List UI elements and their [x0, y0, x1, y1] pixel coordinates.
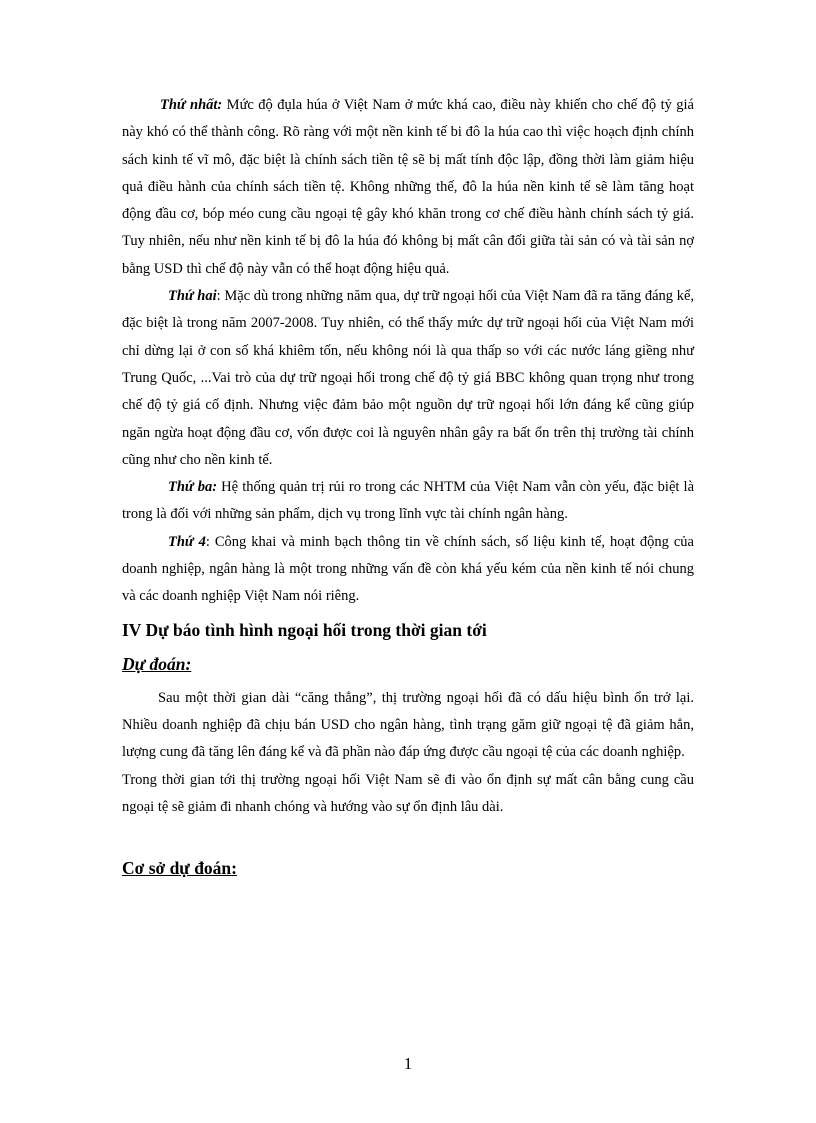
paragraph-text: : Công khai và minh bạch thông tin về chính sách, số liệu kinh tế, hoạt động của doanh nghiệp, ngân hàng là một trong những vấn đề còn khá yếu kém của nền kinh tế nói chung và các doanh nghiệp Việt Nam nói riêng.	[122, 533, 694, 605]
basis-colon: :	[231, 858, 237, 879]
paragraph-third	[122, 474, 694, 529]
paragraph-lead: Thứ nhất:	[160, 97, 223, 113]
paragraph-lead: Thứ hai	[168, 288, 217, 305]
paragraph-lead: Thứ 4	[168, 533, 206, 550]
paragraph-text: Hệ thống quản trị rủi ro trong các NHTM của Việt Nam vẫn còn yếu, đặc biệt là trong là đối với những sản phẩm, dịch vụ trong lĩnh vực tài chính ngân hàng.	[122, 479, 694, 523]
forecast-colon: :	[185, 653, 192, 674]
paragraph-second	[122, 283, 694, 474]
forecast-subheading	[122, 649, 694, 679]
basis-label: Cơ sở dự đoán	[122, 858, 232, 879]
paragraph-text: Mức độ đụla húa ở Việt Nam ở mức khá cao, điều này khiến cho chế độ tỷ giá này khó có thể thành công. Rõ ràng với một nền kinh tế bi đô la húa cao thì việc hoạch định chính sách kinh tế vĩ mô, đặc biệt là chính sách tiền tệ sẽ bị mất tính độc lập, đồng thời làm giảm hiệu quả điều hành của chính sách tiền tệ. Không những thế, đô la húa nền kinh tế sẽ làm tăng hoạt động đầu cơ, bóp méo cung cầu ngoại tệ gây khó khăn trong cơ chế điều hành chính sách tỷ giá. Tuy nhiên, nếu như nền kinh tế bị đô la húa đó không bị mất cân đối giữa tài sản có và tài sản nợ bằng USD thì chế độ này vẫn có thể hoạt động hiệu quả.	[122, 97, 694, 277]
page-number: 1	[403, 1054, 413, 1073]
basis-subheading	[122, 853, 694, 883]
paragraph-lead: Thứ ba:	[168, 479, 218, 496]
document-page	[122, 92, 694, 883]
paragraph-first	[122, 92, 694, 283]
forecast-label: Dự đoán	[122, 653, 186, 674]
forecast-paragraph: Trong thời gian tới thị trường ngoại hối Việt Nam sẽ đi vào ổn định sự mất cân bằng cung cầu ngoại tệ sẽ giảm đi nhanh chóng và hướng vào sự ổn định lâu dài.	[122, 771, 694, 815]
section-heading: IV Dự báo tình hình ngoại hối trong thời gian tới	[122, 619, 487, 640]
forecast-paragraph: Sau một thời gian dài “căng thẳng”, thị trường ngoại hối đã có dấu hiệu bình ổn trở lại. Nhiều doanh nghiệp đã chịu bán USD cho ngân hàng, tình trạng găm giữ ngoại tệ đã giảm hẳn, lượng cung đã tăng lên đáng kể và đã phần nào đáp ứng được cầu ngoại tệ của các doanh nghiệp.	[122, 689, 694, 761]
paragraph-text: : Mặc dù trong những năm qua, dự trữ ngoại hối của Việt Nam đã ra tăng đáng kể, đặc biệt là trong năm 2007-2008. Tuy nhiên, có thể thấy mức dự trữ ngoại hối của Việt Nam mới chỉ dừng lại ở con số khá khiêm tốn, nếu không nói là qua thấp so với các nước láng giềng như Trung Quốc, ...Vai trò của dự trữ ngoại hối trong chế độ tỷ giá BBC không quan trọng như trong chế độ tỷ giá cố định. Nhưng việc đảm bảo một nguồn dự trữ ngoại hối lớn đáng kể cũng giúp ngăn ngừa hoạt động đầu cơ, vốn được coi là nguyên nhân gây ra bất ổn trên thị trường tài chính cũng như cho nền kinh tế.	[122, 288, 695, 468]
paragraph-fourth	[122, 529, 694, 611]
